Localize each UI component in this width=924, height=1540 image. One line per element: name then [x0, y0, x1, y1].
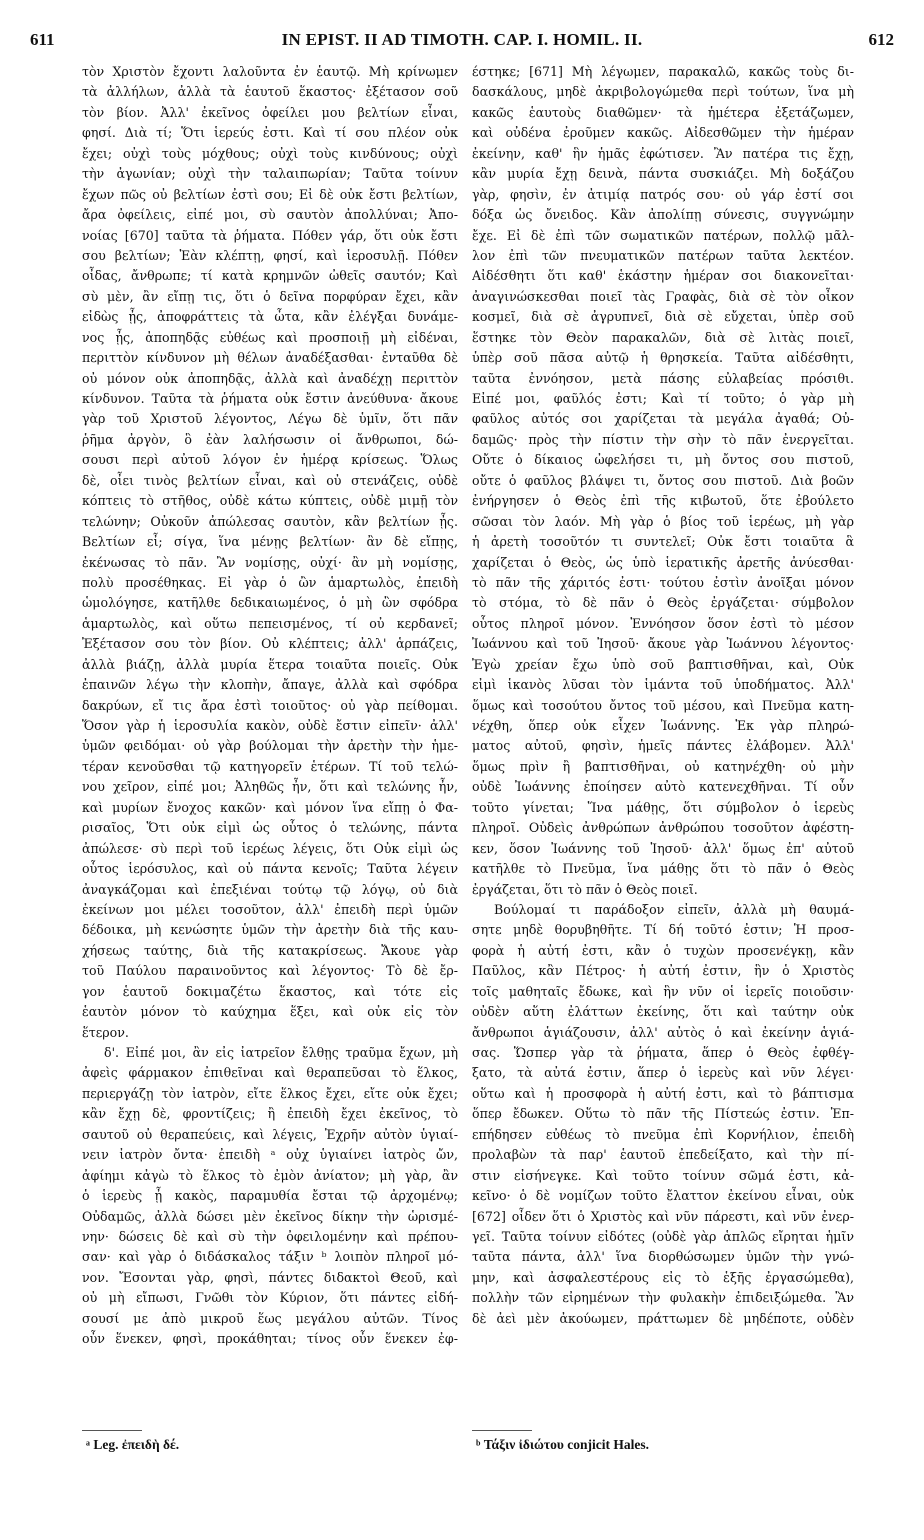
- text-line: τοῦτο γίνεται; Ἵνα μάθῃς, ὅτι σύμβολον ὁ ἱερεὺς: [472, 799, 854, 815]
- text-line: προλαβὼν τὰ παρ' ἑαυτοῦ ἐπεδείξατο, καὶ τὴν πί-: [472, 1147, 854, 1163]
- text-line: οὕτω καὶ ἡ προσφορὰ ἡ αὐτή ἐστι, καὶ τὸ βάπτισμα: [472, 1085, 854, 1101]
- text-line: μην, καὶ ἀσφαλεστέρους εἰς τὸ ἑξῆς ἐργασώμεθα),: [472, 1269, 854, 1285]
- text-line: τοῦ Παύλου παραινοῦντος καὶ λέγοντος· Τὸ δὲ ἔρ-: [82, 963, 458, 979]
- text-line: Βελτίων εἶ; σίγα, ἵνα μένῃς βελτίων· ἂν δὲ εἴπῃς,: [82, 534, 458, 550]
- text-line: Ἰωάννου καὶ τοῦ Ἰησοῦ· ἄκουε γὰρ Ἰωάννου λέγοντος·: [472, 636, 854, 652]
- text-line: ὅπερ ἔδωκεν. Οὕτω τὸ πᾶν τῆς Πίστεώς ἐστιν. Ἐπ-: [472, 1106, 854, 1122]
- text-line: ἐνήργησεν ὁ Θεὸς ἐπὶ τῆς κιβωτοῦ, ὅτε ἐβούλετο: [472, 493, 854, 509]
- text-line: κίνδυνον. Ταῦτα τὰ ῥήματα οὐκ ἔστιν ἀνεύθυνα· ἄκουε: [82, 391, 458, 406]
- text-line: ἀπώλεσε· σὺ περὶ τοῦ ἱερέως λέγεις, ὅτι Οὐκ εἰμὶ ὡς: [82, 840, 458, 856]
- running-title: IN EPIST. II AD TIMOTH. CAP. I. HOMIL. II.: [281, 30, 643, 49]
- text-line: ἐκένωσας τὸ πᾶν. Ἂν νομίσῃς, οὐχί· ἂν μὴ νομίσῃς,: [82, 554, 458, 570]
- text-line: γὰρ, φησὶν, ἐν ἀτιμίᾳ πατρός σου· οὐ γάρ ἐστί σοι: [472, 186, 854, 202]
- footnote-right: ᵇ Τάξιν ἰδιώτου conjicit Hales.: [476, 1437, 650, 1452]
- text-line: λον ἐπὶ τῶν πνευματικῶν πατέρων ταῦτα λεκτέον.: [472, 247, 854, 263]
- text-line: φησί. Διὰ τί; Ὅτι ἱερεύς ἐστι. Καὶ τί σου πλέον οὐκ: [82, 125, 458, 141]
- text-line: οὐδὲν αὕτη ἐλάττων ἐκείνης, ὅτι καὶ ταύτην οὐκ: [472, 1004, 854, 1020]
- text-line: σαυτοῦ οὐ θεραπεύεις, καὶ λέγεις, Ἐχρῆν αὐτὸν ὑγιαί-: [82, 1126, 458, 1142]
- text-line: περιεργάζῃ τὸν ἰατρὸν, εἴτε ἕλκος ἔχει, εἴτε οὐκ ἔχει;: [82, 1085, 458, 1101]
- text-line: Ἐγὼ χρείαν ἔχω ὑπὸ σοῦ βαπτισθῆναι, καὶ, Οὐκ: [472, 656, 854, 672]
- text-line: επήδησεν εὐθέως τὸ πνεῦμα ἐπὶ Κορνήλιον, ἐπειδὴ: [472, 1126, 854, 1142]
- text-line: Βούλομαί τι παράδοξον εἰπεῖν, ἀλλὰ μὴ θαυμά-: [494, 901, 854, 917]
- text-line: τοῖς μαθηταῖς ἔδωκε, καὶ ἣν νῦν οἱ ἱερεῖς ποιοῦσιν·: [472, 983, 854, 999]
- text-line: Οὔτε ὁ δίκαιος ὠφελήσει τι, μὴ ὄντος σου πιστοῦ,: [472, 452, 854, 468]
- text-line: κοσμεῖ, διὰ σὲ ἀγρυπνεῖ, διὰ σὲ εὔχεται, ὑπὲρ σοῦ: [472, 309, 854, 325]
- text-line: ἐργάζεται, ὅτι τὸ πᾶν ὁ Θεὸς ποιεῖ.: [472, 881, 698, 897]
- text-line: εἰμὶ ἱκανὸς λῦσαι τὸν ἱμάντα τοῦ ὑποδήματος. Ἀλλ': [472, 677, 854, 693]
- text-line: ἀλλὰ βιάζῃ, ἀλλὰ μυρία ἕτερα τοιαῦτα ποιεῖς. Οὐκ: [82, 656, 458, 672]
- text-line: χαρίζεται ὁ Θεὸς, ὡς ὑπὸ ἱερατικῆς ἀρετῆς ἀνύεσθαι·: [472, 554, 854, 570]
- text-line: ὑμῶν φειδόμαι· οὐ γὰρ βούλομαι τὴν ἀρετὴν τὴν ἡμε-: [82, 738, 458, 754]
- text-line: δ'. Εἰπέ μοι, ἂν εἰς ἰατρεῖον ἔλθῃς τραῦμα ἔχων, μὴ: [104, 1045, 458, 1060]
- text-line: στιν εἰσήνεγκε. Καὶ τοῦτο τοίνυν σῶμά ἐστι, κἀ-: [472, 1167, 854, 1183]
- text-line: ταῦτα πάντα, ἀλλ' ἵνα διορθώσωμεν ὑμῶν τὴν γνώ-: [472, 1249, 854, 1265]
- text-line: ὁ ἱερεὺς ᾖ κακὸς, παραμυθία ἔσται τῷ ἀρχομένῳ;: [82, 1188, 458, 1204]
- text-line: οὐ μόνον οὐκ ἀποπηδᾷς, ἀλλὰ καὶ ἀναδέχῃ περιττὸν: [82, 370, 458, 386]
- text-line: σου βελτίων; Ἐὰν κλέπτῃ, φησί, καὶ ἱεροσυλῇ. Πόθεν: [82, 247, 458, 263]
- text-line: οἶδας, ἄνθρωπε; τί κατὰ κρημνῶν ὠθεῖς σαυτόν; Καὶ: [82, 268, 458, 284]
- text-line: τὸν βίον. Ἀλλ' ἐκεῖνος ὀφείλει μου βελτίων εἶναι,: [82, 104, 458, 120]
- text-line: ἄνθρωποι ἁγιάζουσιν, ἀλλ' αὐτὸς ὁ καὶ ἐκείνην ἁγιά-: [472, 1024, 854, 1040]
- text-line: ἐπαινῶν λέγω τὴν κλοπὴν, ἄπαγε, ἀλλὰ καὶ σφόδρα: [82, 677, 458, 693]
- text-line: γον ἑαυτοῦ δοκιμαζέτω ἕκαστος, καὶ τότε εἰς: [82, 983, 458, 999]
- text-line: τὸ στόμα, τὸ δὲ πᾶν ὁ Θεὸς ἐργάζεται· σύμβολον: [472, 595, 854, 611]
- text-line: ταῦτα ἐννόησον, μετὰ πάσης εὐλαβείας πρόσιθι.: [472, 370, 854, 386]
- text-line: κεν, ὅσον Ἰωάννης τοῦ Ἰησοῦ· ἀλλ' ὅμως ἐπ' αὐτοῦ: [472, 840, 854, 856]
- text-line: σουσί με ἀπὸ μικροῦ ἕως μεγάλου αὐτῶν. Τίνος: [82, 1310, 458, 1326]
- text-line: σαν· καὶ γὰρ ὁ διδάσκαλος τάξιν ᵇ λοιπὸν πληροῖ μό-: [82, 1249, 458, 1265]
- text-line: κόπτεις τὸ στῆθος, οὐδὲ κάτω κύπτεις, οὐδὲ μιμῇ τὸν: [82, 493, 458, 509]
- text-line: νον. Ἔσονται γὰρ, φησὶ, πάντες διδακτοὶ Θεοῦ, καὶ: [82, 1269, 458, 1285]
- text-line: ἄρα ὀφείλεις, εἰπέ μοι, σὺ σαυτὸν ἀπολλύναι; Ἀπο-: [82, 207, 458, 223]
- text-line: ὑπὲρ σοῦ πᾶσα αὐτῷ ἡ θρησκεία. Ταῦτα αἰδέσθητι,: [472, 350, 854, 366]
- text-line: ρισαῖος, Ὅτι οὐκ εἰμὶ ὡς οὗτος ὁ τελώνης, πάντα: [82, 820, 458, 836]
- text-line: νέχθη, ὅπερ οὐκ εἶχεν Ἰωάννης. Ἐκ γὰρ πληρώ-: [472, 718, 854, 733]
- text-line: ἡ ἀρετὴ τοσοῦτόν τι συντελεῖ; Οὐκ ἔστι τοιαῦτα ἃ: [472, 534, 854, 550]
- text-line: ἑαυτὸν μόνον τὸ καύχημα ἕξει, καὶ οὐκ εἰς τὸν: [82, 1004, 458, 1020]
- running-head: [28, 30, 896, 52]
- text-line: τὴν ἀγωνίαν; οὐχὶ τὴν ταλαιπωρίαν; Ταῦτα τοίνυν: [82, 166, 458, 182]
- text-line: Αἰδέσθητι ὅτι καθ' ἑκάστην ἡμέραν σοι διακονεῖται·: [472, 268, 854, 284]
- text-line: νου χεῖρον, εἰπέ μοι; Ἀληθῶς ἦν, ὅτι καὶ τελώνης ἦν,: [82, 779, 458, 795]
- text-line: κατῆλθε τὸ Πνεῦμα, ἵνα μάθῃς ὅτι τὸ πᾶν ὁ Θεὸς: [472, 861, 854, 877]
- footnote-left: ᵃ Leg. ἐπειδὴ δέ.: [86, 1437, 180, 1452]
- text-line: ἀφίημι κἀγὼ τὸ ἕλκος τὸ ἐμὸν ἀνίατον; μὴ γὰρ, ἂν: [82, 1167, 458, 1183]
- text-line: πληροῖ. Οὐδεὶς ἀνθρώπων ἀνθρώπου τοσοῦτον ἀφέστη-: [472, 820, 854, 836]
- text-line: κεῖνο· ὁ δὲ νομίζων τοῦτο ἔλαττον ἐκείνου εἶναι, οὐκ: [472, 1188, 854, 1204]
- text-line: Ὅσον γὰρ ἡ ἱεροσυλία κακὸν, οὐδὲ ἔστιν εἰπεῖν· ἀλλ': [82, 718, 458, 733]
- page-number-left: 611: [30, 30, 55, 49]
- right-text-column: [472, 62, 854, 1329]
- text-line: φαῦλος αὐτός σοι χαρίζεται τὰ μεγάλα ἀγαθά; Οὐ-: [472, 411, 854, 427]
- text-line: κἂν μυρία ἔχῃ δεινὰ, πάντα συσκιάζει. Μὴ δοξάζου: [472, 166, 854, 182]
- text-line: σουσι περὶ αὐτοῦ λόγον ἐν ἡμέρᾳ κρίσεως. Ὅλως: [82, 452, 458, 468]
- text-line: δόξα ὡς ὄνειδος. Κἂν ἀπολίπῃ σύνεσις, συγγνώμην: [472, 207, 854, 223]
- footnote-rule-right: [472, 1430, 532, 1431]
- text-line: νος ᾖς, ἀποπηδᾷς εὐθέως καὶ προσποιῇ μὴ εἰδέναι,: [82, 329, 458, 345]
- text-line: ἕστηκε τὸν Θεὸν παρακαλῶν, διὰ σὲ λιτὰς ποιεῖ,: [472, 329, 854, 345]
- text-line: εἰδὼς ᾖς, ἀποφράττεις τὰ ὦτα, κἂν ἐλέγξαι δυνάμε-: [82, 309, 458, 325]
- text-line: τὸ πᾶν τῆς χάριτός ἐστι· τούτου ἐστὶν ἀνοῖξαι μόνον: [472, 574, 854, 590]
- text-line: ξατο, τὰ αὐτά ἐστιν, ἅπερ ὁ ἱερεὺς καὶ νῦν λέγει·: [472, 1065, 854, 1081]
- text-line: τὰ ἀλλήλων, ἀλλὰ τὰ ἑαυτοῦ ἕκαστος· ἐξέτασον σοῦ: [82, 84, 458, 100]
- text-line: δὲ, οἶει τινὸς βελτίων εἶναι, καὶ οὐ στενάζεις, οὐδὲ: [82, 472, 458, 488]
- text-line: οὔτε ὁ φαῦλος βλάψει τι, ὄντος σου πιστοῦ. Διὰ βοῶν: [472, 472, 854, 488]
- text-line: Ἐξέτασον σου τὸν βίον. Οὐ κλέπτεις; ἀλλ' ἁρπάζεις,: [82, 636, 458, 652]
- text-line: χήσεως ταύτης, διὰ τῆς κατακρίσεως. Ἄκουε γὰρ: [82, 942, 458, 958]
- text-line: ἐκείνην, καθ' ἣν ἡμᾶς ἐφώτισεν. Ἂν πατέρα τις ἔχῃ,: [472, 145, 854, 161]
- text-line: τὸν Χριστὸν ἔχοντι λαλοῦντα ἐν ἑαυτῷ. Μὴ κρίνωμεν: [82, 64, 458, 79]
- text-line: δὲ ἀεὶ μὲν ἀκούωμεν, πράττωμεν δὲ μηδέποτε, οὐδὲν: [472, 1310, 854, 1326]
- text-line: γὰρ τοῦ Χριστοῦ λέγοντος, Λέγω δὲ ὑμῖν, ὅτι πᾶν: [82, 411, 458, 427]
- text-line: ἀναγινώσκεσθαι ποιεῖ τὰς Γραφὰς, διὰ σὲ τὸν οἶκον: [472, 288, 854, 304]
- text-line: ἀφεὶς φάρμακον ἐπιθεῖναι καὶ θεραπεῦσαι τὸ ἕλκος,: [82, 1065, 458, 1081]
- text-line: κακῶς ἑαυτοὺς διαθῶμεν· τὰ ἡμέτερα ἐξετάζωμεν,: [472, 104, 854, 120]
- text-line: νην· δώσεις δὲ καὶ σὺ τὴν ὀφειλομένην καὶ πρέπου-: [82, 1228, 458, 1244]
- text-line: ῥῆμα ἀργὸν, ὃ ἐὰν λαλήσωσιν οἱ ἄνθρωποι, δώ-: [82, 431, 458, 447]
- text-line: γεῖ. Ταῦτα τοίνυν εἰδότες (οὐδὲ γὰρ ἁπλῶς εἴρηται ἡμῖν: [472, 1228, 854, 1244]
- text-line: περιττὸν κίνδυνον μὴ θέλων ἀναδέξασθαι· ἐνταῦθα δὲ: [82, 350, 458, 366]
- text-line: Εἰπέ μοι, φαῦλός ἐστι; Καὶ τί τοῦτο; ὁ γὰρ μὴ: [472, 391, 854, 406]
- text-line: τελώνην; Οὐκοῦν ἀπώλεσας σαυτὸν, κἂν βελτίων ᾖς.: [82, 513, 458, 529]
- text-line: ἐκείνων μοι μέλει τοσοῦτον, ἀλλ' ἐπειδὴ περὶ ὑμῶν: [82, 901, 458, 917]
- text-line: δακρύων, εἴ τις ἄρα ἐστὶ τοιοῦτος· οὐ γὰρ πείθομαι.: [82, 697, 458, 713]
- text-line: δασκάλους, μηδὲ ἀκριβολογώμεθα περὶ τούτων, ἵνα μὴ: [472, 84, 854, 100]
- text-line: πολὺ προσέθηκας. Εἰ γὰρ ὁ ὢν ἁμαρτωλὸς, ἐπειδὴ: [82, 574, 458, 590]
- text-line: νειν ἰατρὸν ὄντα· ἐπειδὴ ᵃ οὐχ ὑγιαίνει ἰατρὸς ὤν,: [82, 1147, 458, 1163]
- text-line: οὗτος ἱερόσυλος, καὶ οὐ πάντα κενοῖς; Ταῦτα λέγειν: [82, 861, 458, 877]
- text-line: ὅμως καὶ τοσούτου ὄντος τοῦ μέσου, καὶ Πνεῦμα κατη-: [472, 697, 854, 713]
- text-line: φορὰ ἡ αὐτή ἐστι, κἂν ὁ τυχὼν προσενέγκῃ, κἂν: [472, 942, 854, 958]
- text-line: νοίας [670] ταῦτα τὰ ῥήματα. Πόθεν γάρ, ὅτι οὐκ ἔστι: [82, 227, 458, 243]
- text-line: ἀναγκάζομαι καὶ ἐπεξιέναι τούτῳ τῷ λόγῳ, οὐ διὰ: [82, 881, 458, 897]
- text-line: οὐδὲ Ἰωάννης ἐποίησεν αὐτὸ κατενεχθῆναι. Τί οὖν: [472, 779, 854, 795]
- text-line: ἔχων πῶς οὐ βελτίων ἐστὶ σου; Εἰ δὲ οὐκ ἔστι βελτίων,: [82, 186, 458, 202]
- footnote-rule-left: [82, 1430, 142, 1431]
- text-line: έστηκε; [671] Μὴ λέγωμεν, παρακαλῶ, κακῶς τοὺς δι-: [472, 64, 854, 79]
- text-line: πολλὴν τῶν εἰρημένων τὴν φυλακὴν ἐπιδειξώμεθα. Ἂν: [472, 1290, 854, 1306]
- text-line: ἕτερον.: [82, 1024, 129, 1040]
- left-text-column: [82, 62, 458, 1350]
- text-line: δέδοικα, μὴ κενώσητε ὑμῶν τὴν ἀρετὴν διὰ τῆς καυ-: [82, 922, 458, 938]
- text-line: οὗτος πληροῖ μόνον. Ἐννόησον ὅσον ἐστὶ τὸ μέσον: [472, 615, 854, 631]
- text-line: τέραν κενοῦσθαι τῷ κατηγορεῖν ἑτέρων. Τί τοῦ τελώ-: [82, 758, 458, 774]
- text-line: ματος αὐτοῦ, φησὶν, ἡμεῖς πάντες ἐλάβομεν. Ἀλλ': [472, 738, 854, 754]
- text-line: σας. Ὥσπερ γὰρ τὰ ῥήματα, ἅπερ ὁ Θεὸς ἐφθέγ-: [472, 1045, 854, 1060]
- text-line: δαμῶς· πρὸς τὴν πίστιν τὴν σὴν τὸ πᾶν ἐνεργεῖται.: [472, 431, 854, 447]
- text-line: ἔχε. Εἰ δὲ ἐπὶ τῶν σωματικῶν πατέρων, πολλῷ μᾶλ-: [472, 227, 854, 243]
- text-line: ἁμαρτωλὸς, καὶ οὕτω πεπεισμένος, τί οὐ κερδανεῖ;: [82, 615, 458, 631]
- text-line: κἂν ἔχῃ δὲ, φροντίζεις; ἢ ἐπειδὴ ἔχει ἐκεῖνος, τὸ: [82, 1106, 458, 1122]
- text-line: σὺ μὲν, ἂν εἴπῃ τις, ὅτι ὁ δεῖνα πορφύραν ἔχει, κἂν: [82, 288, 458, 304]
- text-line: Οὐδαμῶς, ἀλλὰ δώσει μὲν ἐκεῖνος δίκην τὴν ὡρισμέ-: [82, 1208, 458, 1224]
- page-number-right: 612: [868, 30, 894, 49]
- text-line: ἔχει; οὐχὶ τοὺς μόχθους; οὐχὶ τοὺς κινδύνους; οὐχὶ: [82, 145, 458, 161]
- text-line: οὖν ἕνεκεν, φησὶ, προκάθηται; τίνος οὖν ἕνεκεν ἐφ-: [82, 1331, 458, 1347]
- text-line: καὶ οὐδένα ἐροῦμεν κακῶς. Αἰδεσθῶμεν τὴν ἡμέραν: [472, 125, 854, 141]
- text-line: σητε μηδὲ θορυβηθῆτε. Τί δή τοῦτό ἐστιν; Ἡ προσ-: [472, 922, 854, 938]
- text-line: Παῦλος, κἂν Πέτρος· ἡ αὐτή ἐστιν, ἣν ὁ Χριστὸς: [472, 963, 854, 979]
- text-line: ὅμως πρὶν ἢ βαπτισθῆναι, οὐ κατηνέχθη· οὐ μὴν: [472, 758, 854, 774]
- text-line: ὡμολόγησε, κατῆλθε δεδικαιωμένος, ὁ μὴ ὢν σφόδρα: [82, 595, 458, 611]
- text-line: σῶσαι τὸν λαόν. Μὴ γὰρ ὁ βίος τοῦ ἱερέως, μὴ γὰρ: [472, 513, 854, 529]
- text-line: καὶ μυρίων ἔνοχος κακῶν· καὶ μόνον ἵνα εἴπῃ ὁ Φα-: [82, 799, 458, 815]
- text-line: [672] οἶδεν ὅτι ὁ Χριστὸς καὶ νῦν πάρεστι, καὶ νῦν ἐνερ-: [472, 1208, 854, 1224]
- text-line: οὐ μὴ εἴπωσι, Γνῶθι τὸν Κύριον, ὅτι πάντες εἰδή-: [82, 1290, 458, 1306]
